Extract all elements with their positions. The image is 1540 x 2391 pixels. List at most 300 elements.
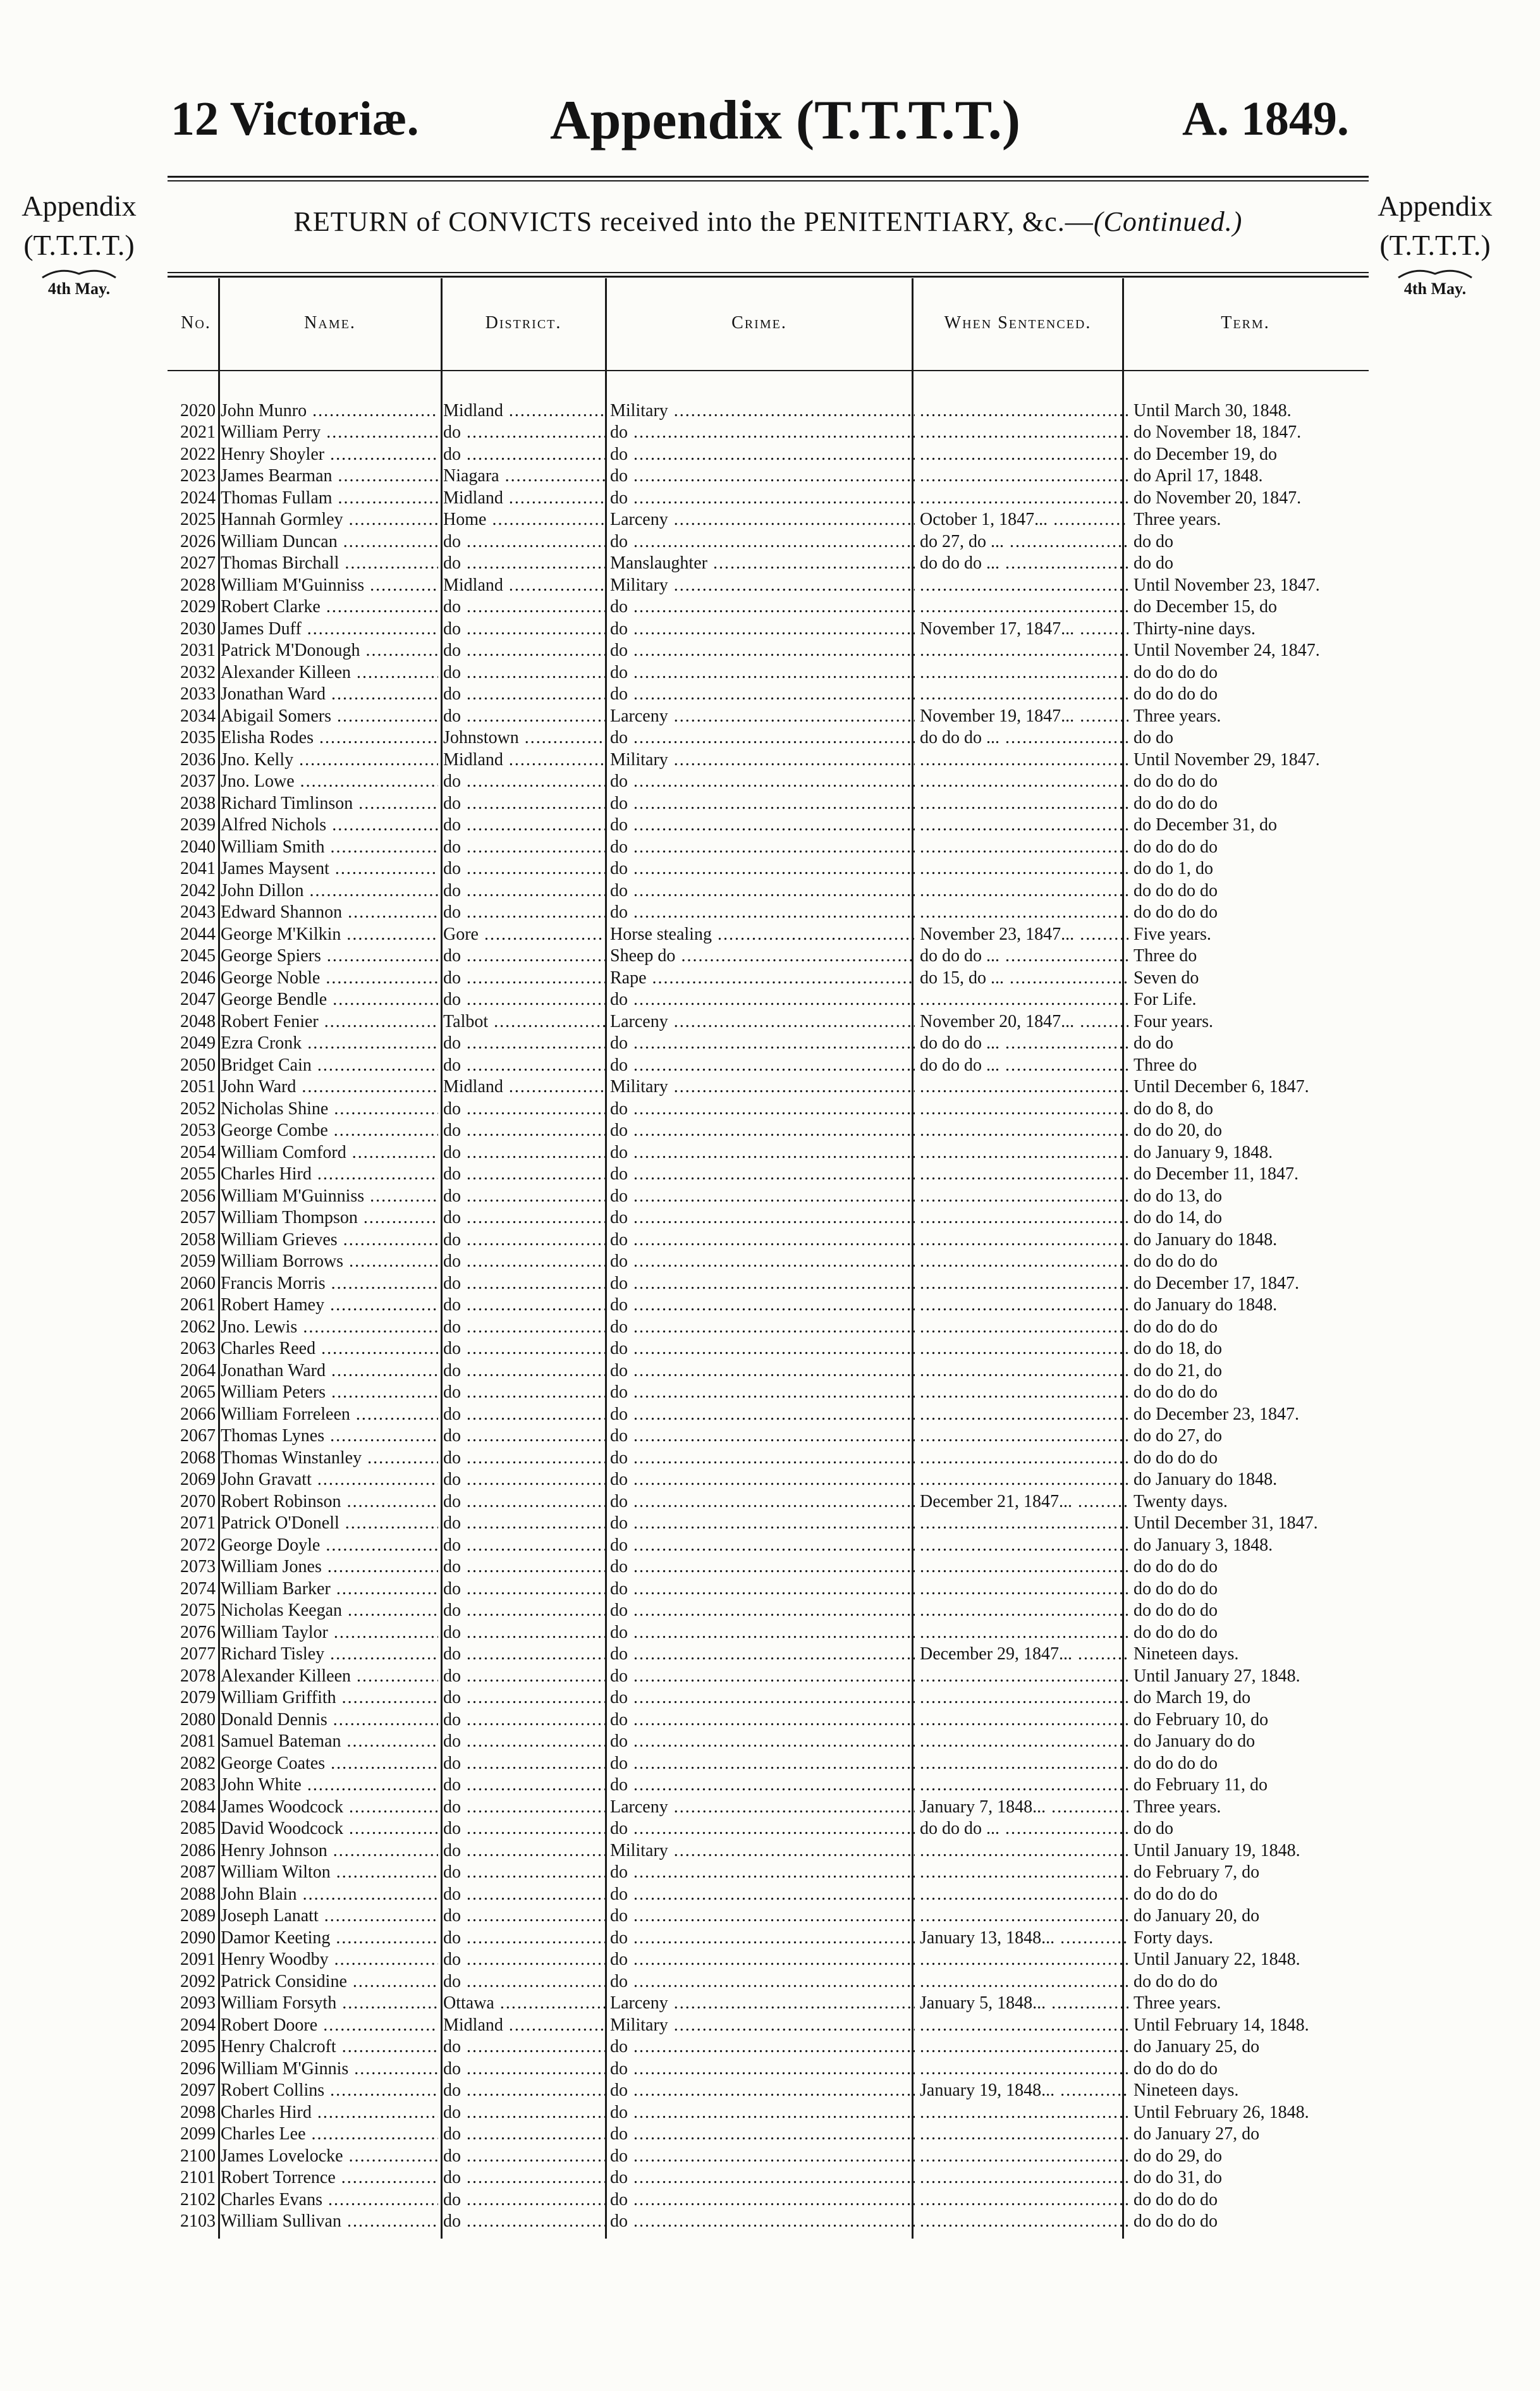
cell-term: [1131, 880, 1376, 902]
cell-no-text: 2070: [180, 1491, 216, 1511]
cell-term: [1131, 1164, 1376, 1186]
cell-name: [218, 684, 441, 706]
cell-term: [1131, 1382, 1376, 1404]
dot-leader: [920, 1033, 1128, 1054]
cell-term: [1131, 640, 1376, 662]
cell-crime: [608, 422, 917, 444]
dot-leader: [920, 1425, 1128, 1447]
cell-no-text: 2088: [180, 1884, 216, 1904]
cell-term: [1131, 1425, 1376, 1448]
cell-district: [441, 1491, 608, 1513]
cell-no: [168, 792, 218, 814]
cell-name-text: Alfred Nichols: [221, 815, 327, 835]
dot-leader: [610, 488, 915, 509]
cell-district-text: do: [443, 1491, 461, 1511]
cell-no: [168, 1534, 218, 1556]
cell-term: [1131, 2124, 1376, 2146]
cell-name: [218, 792, 441, 814]
cell-no-text: 2037: [180, 771, 216, 791]
cell-no: [168, 443, 218, 465]
dot-leader: [221, 858, 438, 880]
table-row: [168, 705, 1376, 727]
cell-sentenced: [917, 2211, 1131, 2233]
dot-leader: [920, 1513, 1128, 1534]
table-row: [168, 1251, 1376, 1273]
cell-name: [218, 1272, 441, 1294]
cell-name: [218, 1578, 441, 1600]
table-row: [168, 749, 1376, 771]
cell-no: [168, 880, 218, 902]
cell-sentenced-text: December 21, 1847...: [920, 1491, 1073, 1511]
table-row: [168, 1862, 1376, 1884]
cell-sentenced: [917, 1709, 1131, 1731]
dot-leader: [221, 706, 438, 727]
cell-name: [218, 836, 441, 858]
cell-crime: [608, 2036, 917, 2058]
cell-district: [441, 1338, 608, 1360]
cell-name-text: David Woodcock: [221, 1819, 343, 1838]
cell-term-text: do do do do: [1134, 2058, 1218, 2079]
dot-leader: [443, 575, 605, 596]
cell-crime: [608, 1294, 917, 1317]
cell-name: [218, 1556, 441, 1578]
cell-name: [218, 2014, 441, 2036]
cell-term: [1131, 814, 1376, 837]
dot-leader: [610, 2102, 915, 2124]
cell-crime-text: do: [610, 1731, 628, 1751]
cell-district: [441, 2211, 608, 2233]
cell-no-text: 2025: [180, 510, 216, 529]
cell-no: [168, 2058, 218, 2080]
dot-leader: [920, 1011, 1128, 1033]
table-row: [168, 1360, 1376, 1382]
cell-name: [218, 640, 441, 662]
cell-crime: [608, 1207, 917, 1229]
cell-no: [168, 1905, 218, 1927]
table-row: [168, 1774, 1376, 1797]
cell-sentenced: [917, 553, 1131, 575]
table-row: [168, 2189, 1376, 2211]
dot-leader: [610, 1797, 915, 1818]
dot-leader: [610, 1055, 915, 1076]
cell-name-text: George Combe: [221, 1121, 328, 1140]
cell-sentenced: [917, 1338, 1131, 1360]
cell-district-text: Midland: [443, 1077, 503, 1097]
cell-district-text: do: [443, 902, 461, 922]
cell-no: [168, 1316, 218, 1338]
cell-sentenced: [917, 1970, 1131, 1993]
table-row: [168, 1207, 1376, 1229]
cell-district-text: Gore: [443, 924, 479, 944]
cell-term-text: do November 18, 1847.: [1134, 422, 1302, 442]
dot-leader: [610, 814, 915, 836]
cell-sentenced: [917, 1774, 1131, 1797]
cell-name: [218, 1316, 441, 1338]
cell-district-text: do: [443, 771, 461, 791]
cell-no: [168, 1403, 218, 1425]
cell-name-text: Alexander Killeen: [221, 1666, 351, 1686]
dot-leader: [221, 1797, 438, 1818]
cell-crime-text: do: [610, 1470, 628, 1489]
cell-no: [168, 1513, 218, 1535]
cell-name-text: Donald Dennis: [221, 1709, 327, 1730]
table-row: [168, 2080, 1376, 2102]
cell-name: [218, 574, 441, 596]
cell-no: [168, 1098, 218, 1120]
cell-name: [218, 1229, 441, 1251]
dot-leader: [610, 880, 915, 902]
cell-sentenced: [917, 1993, 1131, 2015]
dot-leader: [610, 793, 915, 814]
cell-sentenced: [917, 684, 1131, 706]
cell-sentenced: [917, 1403, 1131, 1425]
cell-crime: [608, 487, 917, 509]
table-row: [168, 1993, 1376, 2015]
cell-name-text: John White: [221, 1775, 302, 1795]
dot-leader: [920, 1469, 1128, 1491]
cell-term: [1131, 596, 1376, 618]
dot-leader: [610, 706, 915, 727]
dot-leader: [221, 1818, 438, 1840]
dot-leader: [920, 1535, 1128, 1556]
cell-sentenced: [917, 1665, 1131, 1687]
table-row: [168, 596, 1376, 618]
col-header-when-sentenced: When Sentenced.: [944, 313, 1092, 333]
cell-crime-text: do: [610, 1208, 628, 1227]
cell-name: [218, 1207, 441, 1229]
cell-term-text: do do do do: [1134, 662, 1218, 682]
cell-term: [1131, 727, 1376, 749]
cell-crime: [608, 1970, 917, 1993]
cell-no-text: 2064: [180, 1360, 216, 1380]
top-rule-thin: [168, 180, 1369, 181]
dot-leader: [221, 1382, 438, 1403]
col-header-crime: Crime.: [731, 313, 787, 333]
cell-term-text: Until November 29, 1847.: [1134, 749, 1320, 770]
cell-no-text: 2065: [180, 1382, 216, 1402]
dot-leader: [920, 1294, 1128, 1316]
cell-term: [1131, 618, 1376, 640]
cell-sentenced: [917, 705, 1131, 727]
cell-name: [218, 902, 441, 924]
cell-no: [168, 2124, 218, 2146]
dot-leader: [443, 1862, 605, 1883]
dot-leader: [920, 814, 1128, 836]
cell-crime-text: do: [610, 1753, 628, 1773]
cell-crime-text: Military: [610, 400, 668, 421]
cell-no: [168, 814, 218, 837]
cell-no-text: 2073: [180, 1557, 216, 1577]
cell-district-text: do: [443, 2058, 461, 2079]
cell-district: [441, 1993, 608, 2015]
dot-leader: [443, 1273, 605, 1294]
cell-crime: [608, 531, 917, 553]
cell-sentenced: [917, 1447, 1131, 1469]
dot-leader: [443, 488, 605, 509]
cell-name: [218, 1600, 441, 1622]
col-header-name: Name.: [304, 313, 356, 333]
cell-name-text: Thomas Winstanley: [221, 1448, 362, 1468]
cell-crime-text: do: [610, 1622, 628, 1642]
cell-crime-text: do: [610, 1251, 628, 1271]
dot-leader: [221, 1251, 438, 1272]
table-row: [168, 1752, 1376, 1774]
cell-crime-text: do: [610, 1884, 628, 1904]
dot-leader: [610, 1840, 915, 1862]
cell-sentenced: [917, 880, 1131, 902]
dot-leader: [443, 924, 605, 945]
cell-district: [441, 814, 608, 837]
cell-no-text: 2081: [180, 1731, 216, 1751]
cell-name-text: James Bearman: [221, 466, 333, 486]
cell-term: [1131, 1316, 1376, 1338]
cell-sentenced: [917, 1120, 1131, 1142]
dot-leader: [610, 465, 915, 487]
cell-sentenced: [917, 618, 1131, 640]
dot-leader: [920, 1360, 1128, 1382]
cell-district: [441, 1447, 608, 1469]
cell-crime-text: Rape: [610, 968, 647, 988]
dot-leader: [221, 1513, 438, 1534]
cell-crime-text: do: [610, 2189, 628, 2210]
cell-crime: [608, 1862, 917, 1884]
dot-leader: [443, 989, 605, 1011]
cell-term: [1131, 749, 1376, 771]
cell-name: [218, 1949, 441, 1971]
cell-district-text: do: [443, 2081, 461, 2100]
cell-name: [218, 422, 441, 444]
cell-sentenced: [917, 1687, 1131, 1709]
cell-crime: [608, 2145, 917, 2167]
cell-name-text: Nicholas Keegan: [221, 1601, 343, 1620]
cell-name-text: Henry Shoyler: [221, 444, 325, 464]
dot-leader: [920, 1753, 1128, 1774]
dot-leader: [610, 1186, 915, 1207]
cell-no-text: 2021: [180, 422, 216, 442]
cell-name-text: John Munro: [221, 400, 307, 421]
dot-leader: [610, 1251, 915, 1272]
cell-district-text: Home: [443, 510, 487, 529]
dot-leader: [610, 1098, 915, 1120]
cell-name: [218, 1752, 441, 1774]
cell-crime: [608, 1949, 917, 1971]
cell-name: [218, 2189, 441, 2211]
cell-crime-text: do: [610, 1404, 628, 1424]
col-header-district: District.: [485, 313, 562, 333]
dot-leader: [920, 1098, 1128, 1120]
dot-leader: [443, 880, 605, 902]
cell-term-text: Until November 24, 1847.: [1134, 641, 1320, 660]
cell-name: [218, 771, 441, 793]
cell-term: [1131, 1774, 1376, 1797]
cell-term-text: do do: [1134, 728, 1173, 747]
cell-no-text: 2103: [180, 2211, 216, 2231]
cell-sentenced: [917, 1949, 1131, 1971]
cell-no-text: 2020: [180, 400, 216, 421]
cell-name-text: Charles Lee: [221, 2124, 306, 2144]
cell-crime: [608, 1425, 917, 1448]
cell-term: [1131, 1272, 1376, 1294]
cell-district-text: do: [443, 1404, 461, 1424]
cell-name: [218, 1513, 441, 1535]
dot-leader: [443, 1949, 605, 1970]
cell-no: [168, 2014, 218, 2036]
cell-district: [441, 1600, 608, 1622]
cell-crime-text: do: [610, 2102, 628, 2122]
cell-no-text: 2040: [180, 837, 216, 857]
cell-district-text: do: [443, 1382, 461, 1402]
table-row: [168, 487, 1376, 509]
cell-district: [441, 618, 608, 640]
dot-leader: [443, 1338, 605, 1360]
cell-crime: [608, 923, 917, 945]
cell-term: [1131, 1534, 1376, 1556]
col-header-term: Term.: [1221, 313, 1270, 333]
cell-name: [218, 1447, 441, 1469]
table-row: [168, 2211, 1376, 2233]
dot-leader: [443, 1186, 605, 1207]
cell-term: [1131, 443, 1376, 465]
dot-leader: [443, 771, 605, 792]
cell-crime-text: do: [610, 1360, 628, 1380]
cell-term: [1131, 923, 1376, 945]
dot-leader: [920, 1317, 1128, 1338]
cell-no: [168, 509, 218, 531]
dot-leader: [610, 1425, 915, 1447]
dot-leader: [443, 2211, 605, 2232]
cell-term: [1131, 1098, 1376, 1120]
cell-crime-text: do: [610, 990, 628, 1009]
cell-name-text: Francis Morris: [221, 1273, 326, 1293]
dot-leader: [443, 2058, 605, 2080]
cell-name: [218, 400, 441, 422]
cell-name-text: Alexander Killeen: [221, 662, 351, 682]
cell-district-text: do: [443, 1470, 461, 1489]
dot-leader: [920, 749, 1128, 771]
side-label-right-date: 4th May.: [1403, 280, 1467, 298]
cell-term-text: Until March 30, 1848.: [1134, 400, 1292, 421]
dot-leader: [221, 1535, 438, 1556]
cell-district-text: Midland: [443, 488, 503, 508]
cell-district: [441, 1272, 608, 1294]
cell-name-text: Charles Reed: [221, 1339, 316, 1358]
cell-no-text: 2068: [180, 1448, 216, 1468]
dot-leader: [221, 1862, 438, 1883]
cell-term-text: do do: [1134, 1033, 1173, 1053]
dot-leader: [221, 1229, 438, 1251]
cell-district-text: do: [443, 1448, 461, 1468]
cell-district: [441, 1709, 608, 1731]
cell-term-text: Nineteen days.: [1134, 2081, 1239, 2100]
cell-sentenced: [917, 1076, 1131, 1098]
cell-term: [1131, 792, 1376, 814]
cell-term-text: Until December 6, 1847.: [1134, 1077, 1309, 1097]
dot-leader: [221, 902, 438, 923]
cell-crime: [608, 705, 917, 727]
dot-leader: [221, 444, 438, 465]
cell-crime: [608, 1731, 917, 1753]
cell-district-text: do: [443, 706, 461, 726]
cell-term-text: do December 15, do: [1134, 597, 1278, 617]
dot-leader: [221, 814, 438, 836]
cell-crime: [608, 858, 917, 880]
header-appendix: Appendix (T.T.T.T.): [550, 90, 1021, 151]
cell-term: [1131, 509, 1376, 531]
cell-crime: [608, 2101, 917, 2124]
cell-crime: [608, 2211, 917, 2233]
cell-term: [1131, 400, 1376, 422]
cell-no: [168, 1687, 218, 1709]
cell-term: [1131, 1403, 1376, 1425]
dot-leader: [610, 2015, 915, 2036]
cell-district: [441, 945, 608, 968]
cell-name-text: George Bendle: [221, 990, 327, 1009]
cell-crime-text: do: [610, 444, 628, 464]
dot-leader: [443, 1774, 605, 1796]
cell-sentenced: [917, 1818, 1131, 1840]
cell-district-text: do: [443, 1557, 461, 1577]
cell-crime-text: do: [610, 1295, 628, 1315]
cell-name: [218, 443, 441, 465]
cell-name: [218, 880, 441, 902]
cell-crime-text: do: [610, 1339, 628, 1358]
dot-leader: [443, 706, 605, 727]
cell-name-text: Elisha Rodes: [221, 728, 314, 747]
dot-leader: [610, 1011, 915, 1033]
cell-no: [168, 902, 218, 924]
dot-leader: [610, 1229, 915, 1251]
cell-sentenced: [917, 923, 1131, 945]
cell-crime-text: do: [610, 1666, 628, 1686]
table-title-main: RETURN of CONVICTS received into the PENITENTIARY, &c.—: [293, 206, 1094, 237]
dot-leader: [221, 2146, 438, 2167]
cell-sentenced: [917, 2101, 1131, 2124]
cell-term: [1131, 684, 1376, 706]
dot-leader: [443, 1033, 605, 1054]
cell-no-text: 2083: [180, 1775, 216, 1795]
dot-leader: [610, 945, 915, 967]
cell-name: [218, 553, 441, 575]
cell-name-text: William Perry: [221, 422, 321, 442]
cell-district-text: do: [443, 422, 461, 442]
cell-no-text: 2033: [180, 684, 216, 704]
cell-crime-text: do: [610, 1819, 628, 1838]
cell-sentenced: [917, 1054, 1131, 1076]
dot-leader: [920, 1709, 1128, 1731]
dot-leader: [920, 1164, 1128, 1185]
cell-district-text: do: [443, 531, 461, 551]
cell-no-text: 2080: [180, 1709, 216, 1730]
cell-district-text: do: [443, 1535, 461, 1555]
dot-leader: [920, 1993, 1128, 2014]
cell-sentenced: [917, 2036, 1131, 2058]
dot-leader: [920, 1644, 1128, 1665]
cell-name: [218, 1883, 441, 1905]
cell-term: [1131, 836, 1376, 858]
dot-leader: [443, 749, 605, 771]
dot-leader: [221, 531, 438, 553]
cell-no: [168, 574, 218, 596]
cell-no: [168, 923, 218, 945]
cell-name-text: Robert Clarke: [221, 597, 321, 617]
cell-no: [168, 1970, 218, 1993]
cell-no: [168, 1796, 218, 1818]
cell-no-text: 2091: [180, 1950, 216, 1969]
cell-no-text: 2053: [180, 1121, 216, 1140]
dot-leader: [443, 465, 605, 487]
cell-term-text: do January do do: [1134, 1731, 1256, 1751]
cell-term-text: do January 27, do: [1134, 2124, 1260, 2144]
